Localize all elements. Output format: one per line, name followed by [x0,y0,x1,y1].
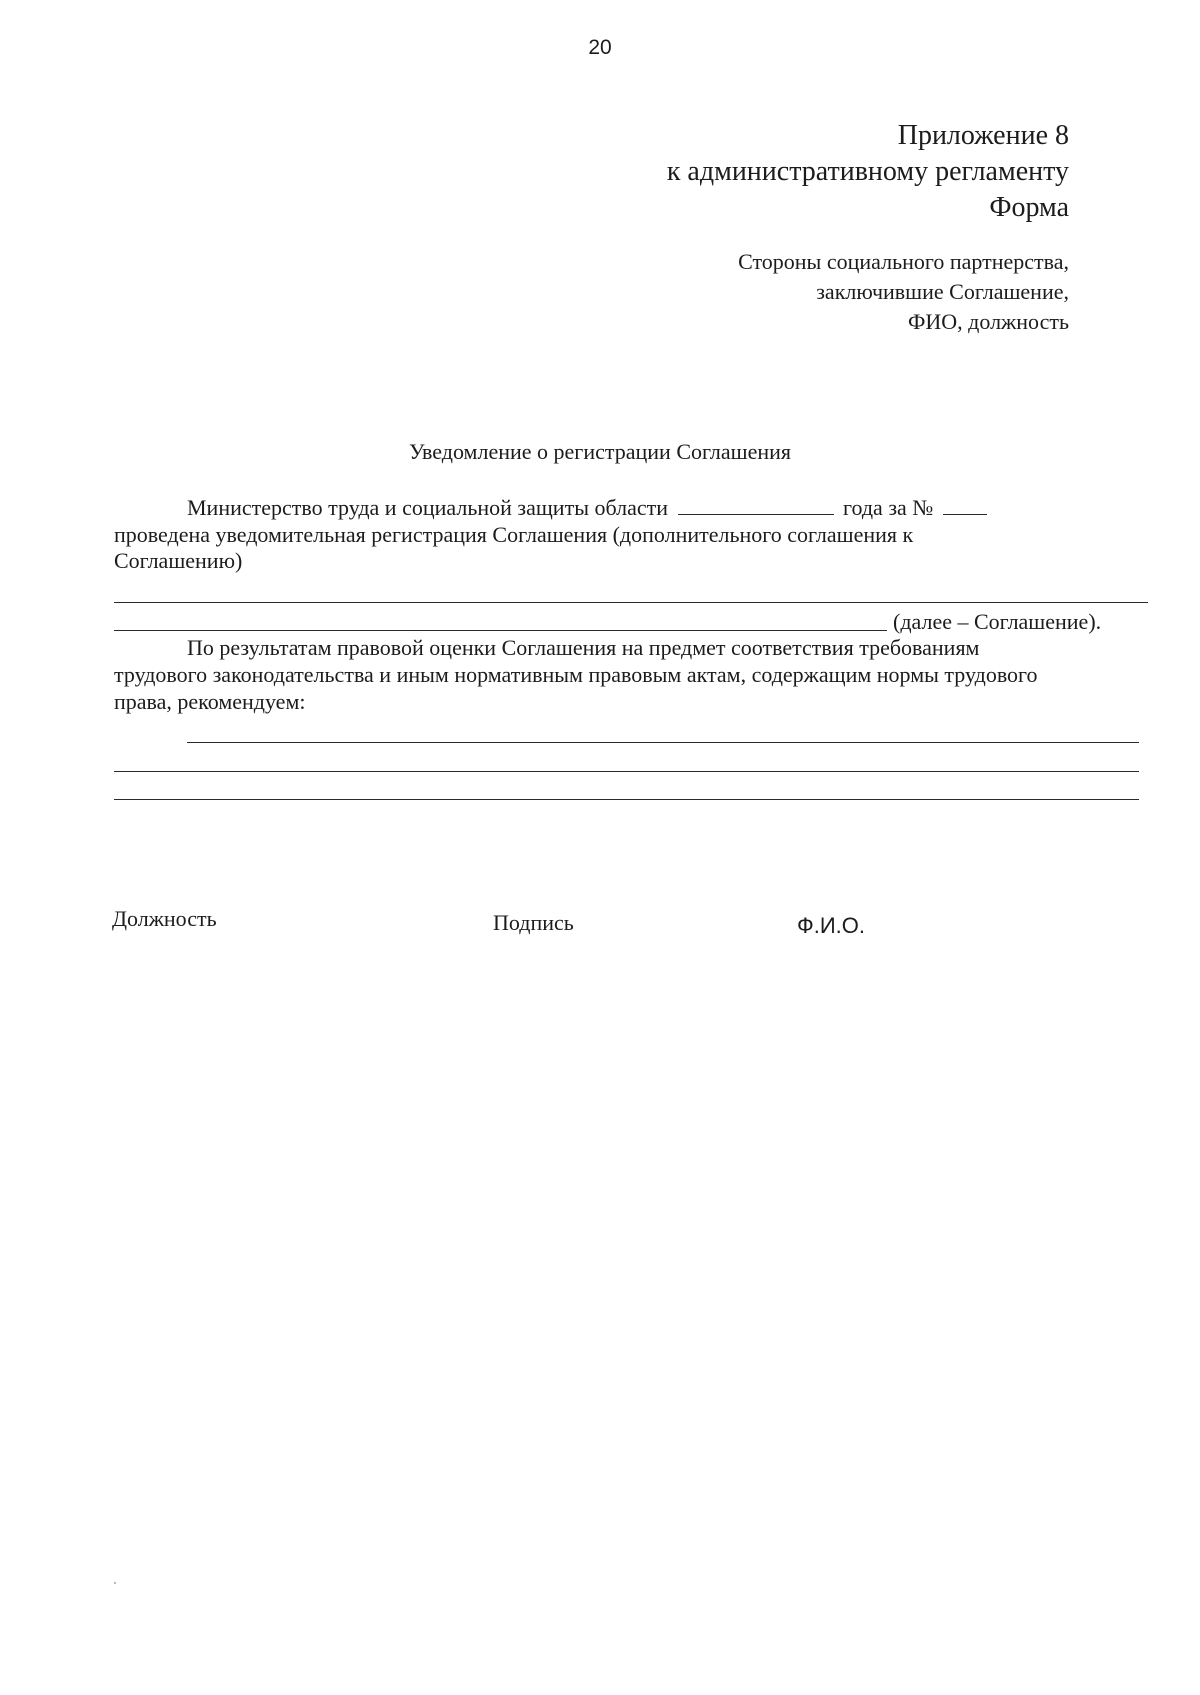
recommendation-blank-line-3[interactable] [114,799,1139,800]
recommendation-blank-line-1[interactable] [187,742,1139,743]
recommendation-blank-line-2[interactable] [114,771,1139,772]
position-label: Должность [112,906,217,931]
number-blank-field[interactable] [943,513,987,515]
agreement-name-blank-line-1[interactable] [114,602,1148,603]
appendix-header [667,118,1069,226]
scan-speck [114,1582,116,1584]
addressee-line-1: Стороны социального партнерства, [738,249,1069,274]
paragraph1-line3: Соглашению) [114,548,243,573]
agreement-short-name: (далее – Соглашение). [893,609,1102,634]
page-number: 20 [588,36,612,59]
paragraph1-line1 [187,495,991,521]
paragraph2-line2: трудового законодательства и иным нормативным правовым актам, содержащим нормы трудового [114,662,1038,687]
paragraph1-text-part2: года за № [843,495,934,520]
agreement-name-blank-line-2[interactable] [114,630,887,631]
paragraph2-line3: права, рекомендуем: [114,689,306,714]
addressee-block [738,247,1069,337]
signature-label: Подпись [493,910,574,935]
notice-title: Уведомление о регистрации Соглашения [408,439,792,464]
addressee-line-2: заключившие Соглашение, [816,279,1069,304]
paragraph1-line2: проведена уведомительная регистрация Соглашения (дополнительного соглашения к [114,522,914,547]
paragraph1-text-part1: Министерство труда и социальной защиты области [187,495,669,520]
appendix-line-3: Форма [989,192,1069,223]
appendix-line-2: к административному регламенту [666,156,1069,187]
addressee-line-3: ФИО, должность [908,309,1069,334]
appendix-line-1: Приложение 8 [897,120,1069,151]
paragraph2-line1: По результатам правовой оценки Соглашения на предмет соответствия требованиям [187,635,980,660]
date-blank-field[interactable] [678,513,834,515]
full-name-label: Ф.И.О. [797,913,865,938]
